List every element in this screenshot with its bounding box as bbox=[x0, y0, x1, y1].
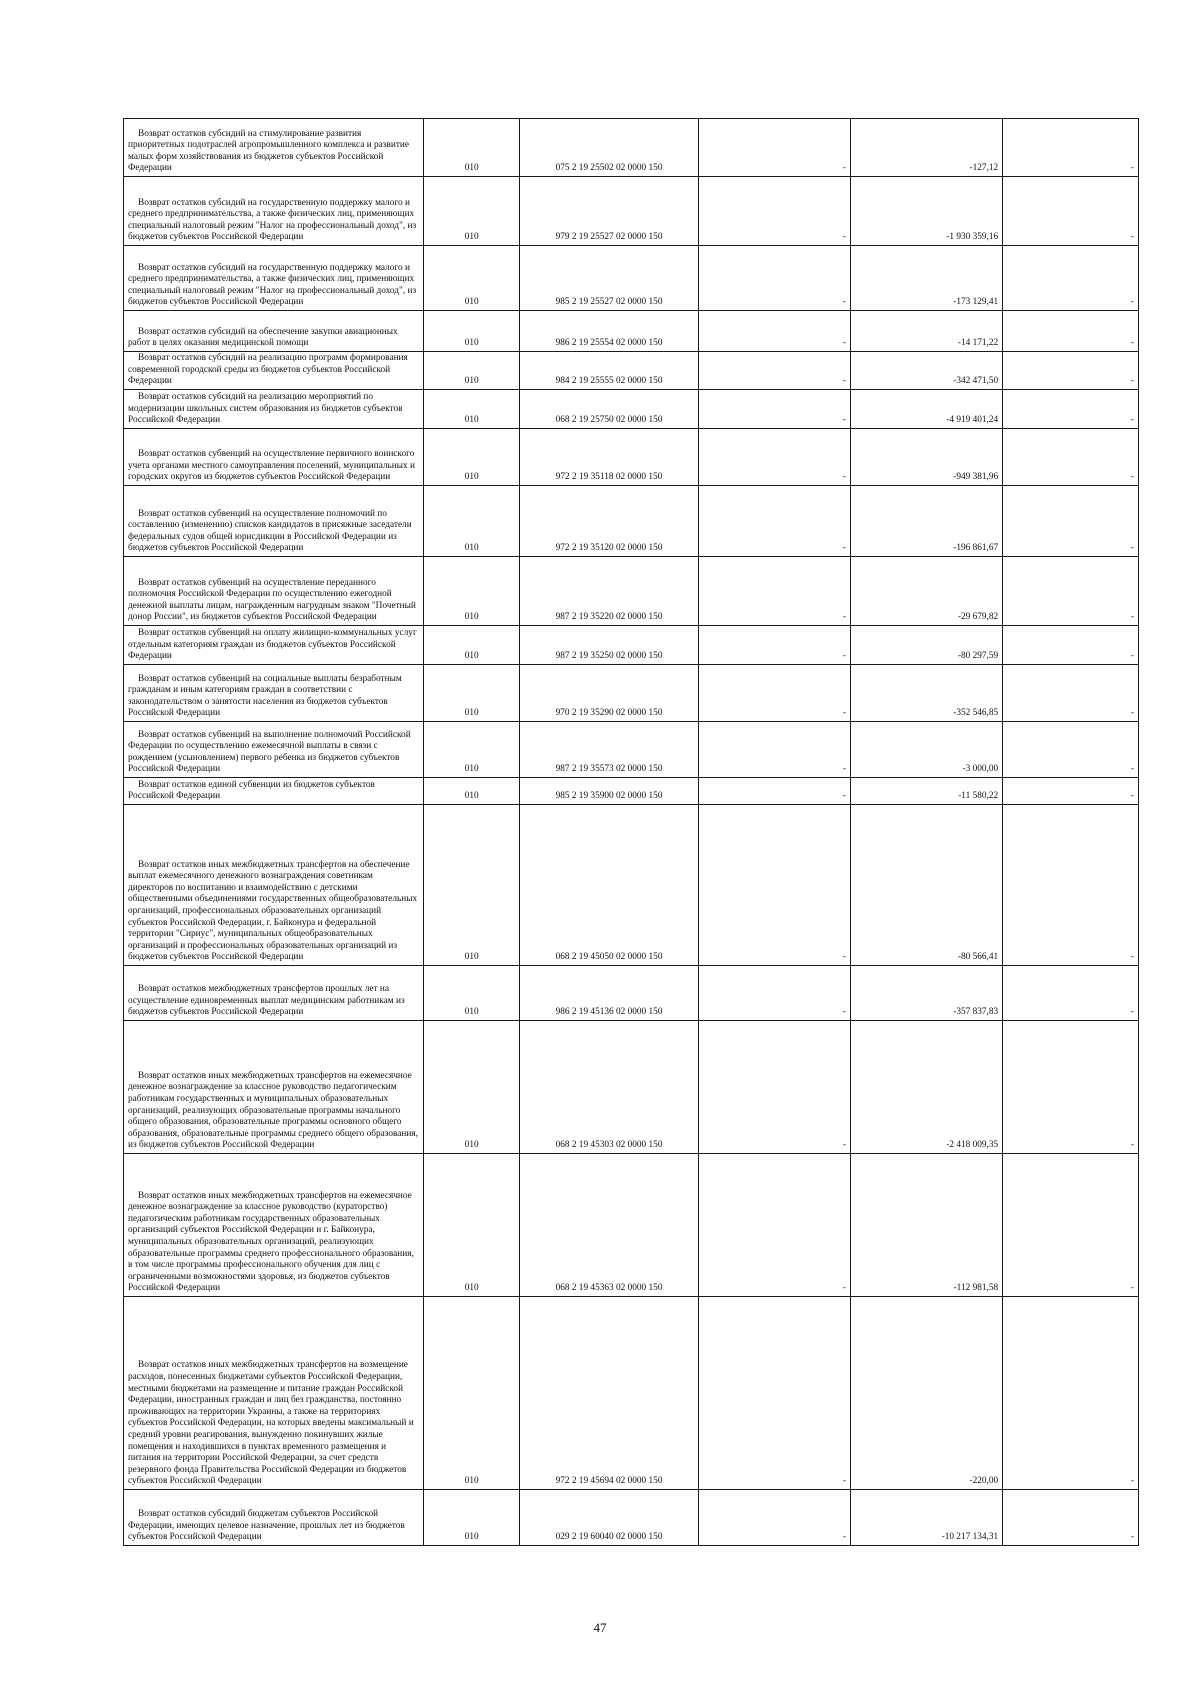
cell-line-code bbox=[424, 311, 520, 352]
cell-name bbox=[124, 966, 424, 1021]
cell-unexecuted-text: - bbox=[1130, 952, 1134, 963]
cell-approved-text: - bbox=[842, 764, 847, 775]
cell-executed-text: -2 418 009,35 bbox=[946, 1140, 999, 1151]
cell-unexecuted-text: - bbox=[1130, 612, 1134, 623]
cell-executed-text: -127,12 bbox=[969, 163, 999, 174]
cell-name-text: Возврат остатков единой субвенции из бюджетов субъектов Российской Федерации bbox=[128, 779, 375, 802]
cell-line-code-text: 010 bbox=[464, 791, 479, 802]
cell-unexecuted-text: - bbox=[1130, 232, 1134, 243]
cell-executed-text: -112 981,58 bbox=[953, 1283, 999, 1294]
cell-line-code-text: 010 bbox=[464, 1532, 479, 1543]
cell-name-text: Возврат остатков субвенций на осуществление переданного полномочия Российской Федерации по осуществлению ежегодной денежной выплаты лицам, награжденным нагрудным знаком "Почетный донор России", из бюджетов субъектов Российской Федерации bbox=[128, 577, 416, 623]
cell-income-code-text: 068 2 19 45303 02 0000 150 bbox=[555, 1140, 663, 1151]
cell-unexecuted bbox=[1003, 1154, 1139, 1297]
cell-unexecuted-text: - bbox=[1130, 791, 1134, 802]
cell-approved bbox=[698, 557, 850, 626]
cell-approved bbox=[698, 966, 850, 1021]
cell-unexecuted-text: - bbox=[1130, 415, 1134, 426]
cell-approved bbox=[698, 119, 850, 177]
cell-name-text: Возврат остатков иных межбюджетных трансфертов на возмещение расходов, понесенных бюджетами субъектов Российской Федерации, местными бюджетами на размещение и питание граждан Российской Федерации, иностранных граждан и лиц без гражданства, постоянно проживающих на территории Украины, а также на территориях субъектов Российской Федерации, на которых введены максимальный и средний уровни реагирования, вынужденно покинувших жилые помещения и находившихся в пунктах временного размещения и питания на территории Российской Федерации, за счет средств резервного фонда Правительства Российской Федерации из бюджетов субъектов Российской Федерации bbox=[128, 1360, 414, 1487]
cell-line-code bbox=[424, 390, 520, 429]
cell-executed bbox=[851, 722, 1003, 778]
cell-unexecuted bbox=[1003, 557, 1139, 626]
cell-unexecuted bbox=[1003, 778, 1139, 805]
cell-unexecuted bbox=[1003, 177, 1139, 246]
cell-executed bbox=[851, 177, 1003, 246]
cell-income-code bbox=[520, 119, 699, 177]
cell-line-code bbox=[424, 352, 520, 390]
cell-unexecuted bbox=[1003, 1021, 1139, 1154]
cell-approved bbox=[698, 1490, 850, 1546]
cell-approved bbox=[698, 665, 850, 722]
cell-name bbox=[124, 177, 424, 246]
cell-income-code bbox=[520, 557, 699, 626]
cell-income-code-text: 972 2 19 35118 02 0000 150 bbox=[555, 472, 663, 483]
cell-executed-text: -1 930 359,16 bbox=[946, 232, 999, 243]
cell-name-text: Возврат остатков субсидий на реализацию мероприятий по модернизации школьных систем образования из бюджетов субъектов Российской Федерации bbox=[128, 392, 403, 426]
cell-income-code bbox=[520, 1154, 699, 1297]
cell-unexecuted-text: - bbox=[1130, 297, 1134, 308]
cell-line-code bbox=[424, 665, 520, 722]
table-row bbox=[124, 429, 1139, 486]
cell-approved bbox=[698, 177, 850, 246]
cell-executed-text: -80 297,59 bbox=[957, 651, 999, 662]
cell-approved bbox=[698, 390, 850, 429]
cell-executed-text: -10 217 134,31 bbox=[941, 1532, 999, 1543]
cell-approved bbox=[698, 352, 850, 390]
cell-executed-text: -3 000,00 bbox=[962, 764, 999, 775]
cell-unexecuted bbox=[1003, 311, 1139, 352]
cell-executed-text: -4 919 401,24 bbox=[946, 415, 999, 426]
table-row bbox=[124, 177, 1139, 246]
cell-income-code-text: 068 2 19 25750 02 0000 150 bbox=[555, 415, 663, 426]
cell-name bbox=[124, 778, 424, 805]
cell-executed bbox=[851, 352, 1003, 390]
cell-approved-text: - bbox=[842, 1007, 847, 1018]
cell-line-code bbox=[424, 177, 520, 246]
cell-approved-text: - bbox=[842, 472, 847, 483]
cell-executed bbox=[851, 486, 1003, 557]
cell-unexecuted bbox=[1003, 119, 1139, 177]
cell-approved bbox=[698, 429, 850, 486]
cell-income-code-text: 985 2 19 25527 02 0000 150 bbox=[555, 297, 663, 308]
cell-income-code bbox=[520, 778, 699, 805]
cell-executed bbox=[851, 1490, 1003, 1546]
cell-income-code-text: 068 2 19 45363 02 0000 150 bbox=[555, 1283, 663, 1294]
cell-income-code bbox=[520, 966, 699, 1021]
cell-income-code-text: 075 2 19 25502 02 0000 150 bbox=[555, 163, 663, 174]
cell-unexecuted bbox=[1003, 246, 1139, 311]
cell-income-code-text: 985 2 19 35900 02 0000 150 bbox=[555, 791, 663, 802]
cell-name-text: Возврат остатков субсидий на реализацию программ формирования современной городской среды из бюджетов субъектов Российской Федерации bbox=[128, 353, 408, 387]
cell-unexecuted bbox=[1003, 1490, 1139, 1546]
cell-line-code bbox=[424, 1154, 520, 1297]
cell-unexecuted bbox=[1003, 390, 1139, 429]
cell-line-code-text: 010 bbox=[464, 338, 479, 349]
cell-name bbox=[124, 429, 424, 486]
cell-income-code bbox=[520, 1297, 699, 1490]
cell-executed bbox=[851, 119, 1003, 177]
cell-unexecuted-text: - bbox=[1130, 1283, 1134, 1294]
cell-line-code-text: 010 bbox=[464, 612, 479, 623]
cell-name-text: Возврат остатков субсидий на государственную поддержку малого и среднего предпринимательства, а также физических лиц, применяющих специальный налоговый режим "Налог на профессиональный доход", из бюджетов субъектов Российской Федерации bbox=[128, 262, 417, 308]
cell-name bbox=[124, 722, 424, 778]
cell-line-code-text: 010 bbox=[464, 651, 479, 662]
cell-name bbox=[124, 665, 424, 722]
cell-name bbox=[124, 626, 424, 665]
cell-income-code bbox=[520, 311, 699, 352]
cell-executed bbox=[851, 311, 1003, 352]
cell-income-code bbox=[520, 177, 699, 246]
cell-unexecuted-text: - bbox=[1130, 764, 1134, 775]
cell-executed bbox=[851, 805, 1003, 966]
cell-line-code-text: 010 bbox=[464, 297, 479, 308]
cell-line-code bbox=[424, 119, 520, 177]
cell-income-code-text: 972 2 19 35120 02 0000 150 bbox=[555, 543, 663, 554]
cell-line-code-text: 010 bbox=[464, 1476, 479, 1487]
cell-line-code-text: 010 bbox=[464, 376, 479, 387]
cell-name-text: Возврат остатков субсидий на обеспечение закупки авиационных работ в целях оказания медицинской помощи bbox=[128, 326, 398, 349]
cell-executed bbox=[851, 1297, 1003, 1490]
cell-executed-text: -14 171,22 bbox=[957, 338, 999, 349]
cell-approved bbox=[698, 311, 850, 352]
cell-unexecuted bbox=[1003, 486, 1139, 557]
cell-approved-text: - bbox=[842, 1532, 847, 1543]
cell-unexecuted-text: - bbox=[1130, 163, 1134, 174]
cell-executed-text: -173 129,41 bbox=[953, 297, 999, 308]
cell-line-code bbox=[424, 722, 520, 778]
cell-approved bbox=[698, 246, 850, 311]
table-row bbox=[124, 1490, 1139, 1546]
cell-approved-text: - bbox=[842, 415, 847, 426]
cell-name-text: Возврат остатков иных межбюджетных трансфертов на ежемесячное денежное вознаграждение за классное руководство педагогическим работникам государственных и муниципальных образовательных организаций, реализующих образовательные программы начального общего образования, образовательные программы основного общего образования, образовательные программы среднего общего образования, из бюджетов субъектов Российской Федерации bbox=[128, 1070, 418, 1151]
cell-line-code-text: 010 bbox=[464, 1007, 479, 1018]
table-row bbox=[124, 1154, 1139, 1297]
cell-line-code-text: 010 bbox=[464, 163, 479, 174]
cell-approved bbox=[698, 1021, 850, 1154]
cell-name-text: Возврат остатков субсидий на государственную поддержку малого и среднего предпринимательства, а также физических лиц, применяющих специальный налоговый режим "Налог на профессиональный доход", из бюджетов субъектов Российской Федерации bbox=[128, 197, 417, 243]
cell-approved-text: - bbox=[842, 338, 847, 349]
cell-line-code-text: 010 bbox=[464, 232, 479, 243]
cell-name bbox=[124, 1297, 424, 1490]
cell-approved-text: - bbox=[842, 376, 847, 387]
table-row bbox=[124, 311, 1139, 352]
cell-executed-text: -11 580,22 bbox=[958, 791, 999, 802]
cell-unexecuted-text: - bbox=[1130, 1007, 1134, 1018]
cell-approved-text: - bbox=[842, 791, 847, 802]
cell-income-code bbox=[520, 805, 699, 966]
cell-income-code bbox=[520, 1490, 699, 1546]
cell-unexecuted-text: - bbox=[1130, 543, 1134, 554]
cell-unexecuted bbox=[1003, 352, 1139, 390]
cell-unexecuted-text: - bbox=[1130, 708, 1134, 719]
cell-income-code bbox=[520, 1021, 699, 1154]
table-row bbox=[124, 805, 1139, 966]
cell-unexecuted-text: - bbox=[1130, 1532, 1134, 1543]
cell-name bbox=[124, 246, 424, 311]
cell-executed bbox=[851, 390, 1003, 429]
cell-unexecuted-text: - bbox=[1130, 651, 1134, 662]
table-row bbox=[124, 246, 1139, 311]
cell-executed bbox=[851, 778, 1003, 805]
cell-line-code bbox=[424, 486, 520, 557]
cell-approved bbox=[698, 1297, 850, 1490]
table-row bbox=[124, 1297, 1139, 1490]
cell-line-code-text: 010 bbox=[464, 472, 479, 483]
table-row bbox=[124, 119, 1139, 177]
cell-approved-text: - bbox=[842, 297, 847, 308]
cell-name-text: Возврат остатков иных межбюджетных трансфертов на обеспечение выплат ежемесячного денежного вознаграждения советникам директоров по воспитанию и взаимодействию с детскими общественными объединениями государственных общеобразовательных организаций, профессиональных образовательных организаций субъектов Российской Федерации, г. Байконура и федеральной территории "Сириус", муниципальных общеобразовательных организаций и профессиональных образовательных организаций из бюджетов субъектов Российской Федерации bbox=[128, 859, 418, 963]
cell-unexecuted-text: - bbox=[1130, 376, 1134, 387]
cell-approved bbox=[698, 805, 850, 966]
cell-line-code bbox=[424, 966, 520, 1021]
cell-line-code bbox=[424, 557, 520, 626]
cell-income-code-text: 972 2 19 45694 02 0000 150 bbox=[555, 1476, 663, 1487]
table-row bbox=[124, 722, 1139, 778]
cell-income-code bbox=[520, 486, 699, 557]
cell-executed-text: -342 471,50 bbox=[953, 376, 999, 387]
cell-name bbox=[124, 557, 424, 626]
table-row bbox=[124, 1021, 1139, 1154]
cell-name bbox=[124, 486, 424, 557]
cell-name-text: Возврат остатков межбюджетных трансфертов прошлых лет на осуществление единовременных выплат медицинским работникам из бюджетов субъектов Российской Федерации bbox=[128, 984, 405, 1018]
cell-line-code-text: 010 bbox=[464, 708, 479, 719]
cell-line-code bbox=[424, 429, 520, 486]
cell-unexecuted bbox=[1003, 429, 1139, 486]
cell-name bbox=[124, 1021, 424, 1154]
cell-executed bbox=[851, 557, 1003, 626]
cell-approved-text: - bbox=[842, 952, 847, 963]
table-row bbox=[124, 626, 1139, 665]
cell-income-code-text: 979 2 19 25527 02 0000 150 bbox=[555, 232, 663, 243]
cell-unexecuted-text: - bbox=[1130, 1140, 1134, 1151]
cell-line-code bbox=[424, 1021, 520, 1154]
cell-approved-text: - bbox=[842, 1476, 847, 1487]
cell-line-code bbox=[424, 1297, 520, 1490]
cell-name bbox=[124, 119, 424, 177]
table-row bbox=[124, 966, 1139, 1021]
cell-unexecuted-text: - bbox=[1130, 1476, 1134, 1487]
cell-name bbox=[124, 311, 424, 352]
cell-approved bbox=[698, 722, 850, 778]
cell-line-code-text: 010 bbox=[464, 1140, 479, 1151]
cell-approved bbox=[698, 486, 850, 557]
cell-line-code-text: 010 bbox=[464, 415, 479, 426]
cell-executed-text: -357 837,83 bbox=[953, 1007, 999, 1018]
cell-name-text: Возврат остатков иных межбюджетных трансфертов на ежемесячное денежное вознаграждение за классное руководство (кураторство) педагогическим работникам государственных образовательных организаций субъектов Российской Федерации и г. Байконура, муниципальных образовательных организаций, реализующих образовательные программы среднего профессионального образования, в том числе программы профессионального обучения для лиц с ограниченными возможностями здоровья, из бюджетов субъектов Российской Федерации bbox=[128, 1190, 414, 1294]
cell-executed-text: -220,00 bbox=[969, 1476, 999, 1487]
cell-income-code-text: 984 2 19 25555 02 0000 150 bbox=[555, 376, 663, 387]
cell-executed bbox=[851, 966, 1003, 1021]
cell-line-code bbox=[424, 1490, 520, 1546]
cell-income-code bbox=[520, 246, 699, 311]
cell-income-code-text: 029 2 19 60040 02 0000 150 bbox=[555, 1532, 663, 1543]
cell-unexecuted bbox=[1003, 626, 1139, 665]
cell-line-code bbox=[424, 246, 520, 311]
cell-income-code-text: 987 2 19 35250 02 0000 150 bbox=[555, 651, 663, 662]
cell-unexecuted bbox=[1003, 1297, 1139, 1490]
cell-name bbox=[124, 352, 424, 390]
cell-line-code bbox=[424, 805, 520, 966]
cell-unexecuted-text: - bbox=[1130, 472, 1134, 483]
cell-approved-text: - bbox=[842, 612, 847, 623]
cell-unexecuted-text: - bbox=[1130, 338, 1134, 349]
cell-line-code bbox=[424, 626, 520, 665]
cell-unexecuted bbox=[1003, 722, 1139, 778]
table-row bbox=[124, 352, 1139, 390]
cell-income-code bbox=[520, 429, 699, 486]
cell-approved bbox=[698, 778, 850, 805]
cell-executed-text: -29 679,82 bbox=[957, 612, 999, 623]
cell-name-text: Возврат остатков субвенций на оплату жилищно-коммунальных услуг отдельным категориям граждан из бюджетов субъектов Российской Федерации bbox=[128, 628, 417, 662]
cell-name-text: Возврат остатков субвенций на выполнение полномочий Российской Федерации по осуществлению ежемесячной выплаты в связи с рождением (усыновлением) первого ребенка из бюджетов субъектов Российской Федерации bbox=[128, 729, 411, 775]
cell-executed-text: -80 566,41 bbox=[957, 952, 999, 963]
cell-executed-text: -949 381,96 bbox=[953, 472, 999, 483]
cell-line-code-text: 010 bbox=[464, 952, 479, 963]
cell-approved-text: - bbox=[842, 543, 847, 554]
cell-name-text: Возврат остатков субсидий бюджетам субъектов Российской Федерации, имеющих целевое назначение, прошлых лет из бюджетов субъектов Российской Федерации bbox=[128, 1509, 405, 1543]
cell-income-code-text: 970 2 19 35290 02 0000 150 bbox=[555, 708, 663, 719]
cell-name-text: Возврат остатков субвенций на социальные выплаты безработным гражданам и иным категориям граждан в соответствии с законодательством о занятости населения из бюджетов субъектов Российской Федерации bbox=[128, 673, 402, 719]
table-row bbox=[124, 665, 1139, 722]
table-body bbox=[124, 119, 1139, 1546]
cell-executed bbox=[851, 626, 1003, 665]
cell-approved-text: - bbox=[842, 651, 847, 662]
cell-name-text: Возврат остатков субвенций на осуществление первичного воинского учета органами местного самоуправления поселений, муниципальных и городских округов из бюджетов субъектов Российской Федерации bbox=[128, 449, 415, 483]
cell-executed bbox=[851, 246, 1003, 311]
cell-income-code-text: 986 2 19 25554 02 0000 150 bbox=[555, 338, 663, 349]
table-row bbox=[124, 486, 1139, 557]
cell-executed bbox=[851, 1021, 1003, 1154]
table-row bbox=[124, 390, 1139, 429]
cell-approved bbox=[698, 1154, 850, 1297]
page-number: 47 bbox=[593, 1620, 607, 1635]
cell-approved bbox=[698, 626, 850, 665]
cell-approved-text: - bbox=[842, 708, 847, 719]
cell-name bbox=[124, 805, 424, 966]
cell-unexecuted bbox=[1003, 665, 1139, 722]
cell-line-code-text: 010 bbox=[464, 1283, 479, 1294]
cell-executed-text: -196 861,67 bbox=[953, 543, 999, 554]
cell-income-code-text: 987 2 19 35220 02 0000 150 bbox=[555, 612, 663, 623]
cell-name-text: Возврат остатков субвенций на осуществление полномочий по составлению (изменению) списков кандидатов в присяжные заседатели федеральных судов общей юрисдикции в Российской Федерации из бюджетов субъектов Российской Федерации bbox=[128, 508, 412, 554]
budget-execution-table bbox=[123, 118, 1139, 1546]
cell-name-text: Возврат остатков субсидий на стимулирование развития приоритетных подотраслей агропромышленного комплекса и развитие малых форм хозяйствования из бюджетов субъектов Российской Федерации bbox=[128, 128, 410, 174]
cell-name bbox=[124, 1154, 424, 1297]
cell-name bbox=[124, 1490, 424, 1546]
cell-income-code-text: 986 2 19 45136 02 0000 150 bbox=[555, 1007, 663, 1018]
cell-executed bbox=[851, 429, 1003, 486]
cell-unexecuted bbox=[1003, 805, 1139, 966]
cell-executed bbox=[851, 1154, 1003, 1297]
cell-line-code-text: 010 bbox=[464, 543, 479, 554]
cell-approved-text: - bbox=[842, 232, 847, 243]
cell-approved-text: - bbox=[842, 1283, 847, 1294]
table-row bbox=[124, 778, 1139, 805]
table-row bbox=[124, 557, 1139, 626]
cell-income-code-text: 068 2 19 45050 02 0000 150 bbox=[555, 952, 663, 963]
cell-executed-text: -352 546,85 bbox=[953, 708, 999, 719]
cell-income-code bbox=[520, 665, 699, 722]
cell-income-code bbox=[520, 352, 699, 390]
cell-name bbox=[124, 390, 424, 429]
cell-income-code bbox=[520, 722, 699, 778]
cell-executed bbox=[851, 665, 1003, 722]
cell-unexecuted bbox=[1003, 966, 1139, 1021]
cell-income-code bbox=[520, 626, 699, 665]
cell-approved-text: - bbox=[842, 163, 847, 174]
cell-income-code-text: 987 2 19 35573 02 0000 150 bbox=[555, 764, 663, 775]
cell-approved-text: - bbox=[842, 1140, 847, 1151]
cell-line-code bbox=[424, 778, 520, 805]
cell-income-code bbox=[520, 390, 699, 429]
cell-line-code-text: 010 bbox=[464, 764, 479, 775]
